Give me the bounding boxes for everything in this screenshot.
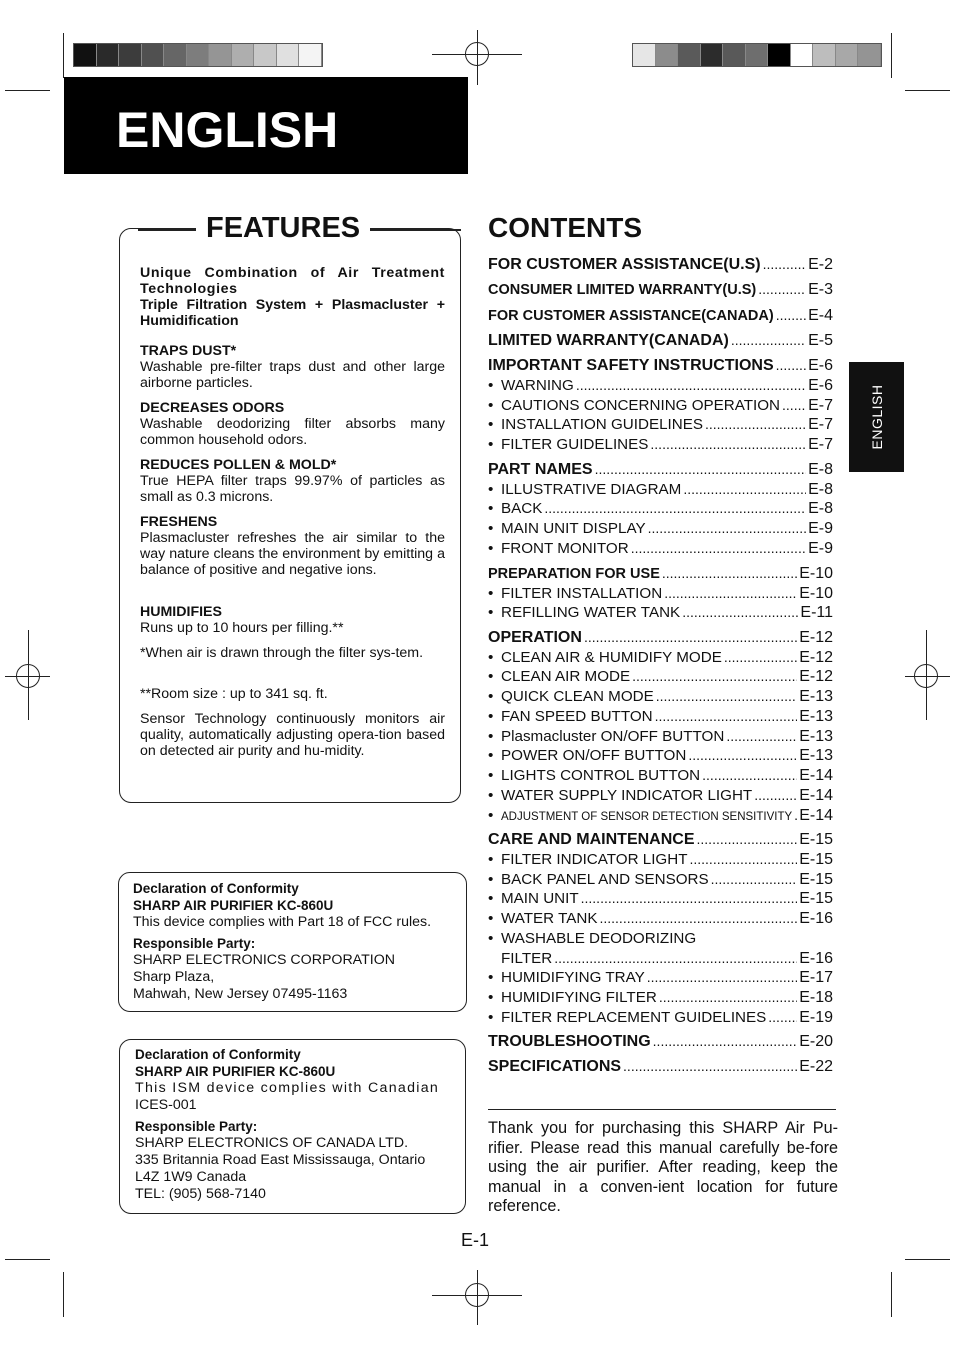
toc-page: E-6	[808, 357, 833, 374]
toc-leader-dots	[776, 307, 806, 324]
toc-entry	[488, 436, 833, 454]
toc-leader-dots	[599, 910, 797, 927]
toc-label: QUICK CLEAN MODE	[501, 688, 654, 705]
toc-entry	[488, 520, 833, 538]
toc-leader-dots	[664, 585, 797, 602]
toc-leader-dots	[655, 708, 798, 725]
toc-entry	[488, 950, 833, 968]
toc-entry	[488, 708, 833, 726]
toc-entry	[488, 377, 833, 395]
toc-page: E-3	[808, 281, 833, 298]
toc-leader-dots	[650, 436, 806, 453]
toc-label: BACK	[501, 500, 543, 517]
toc-label: FRONT MONITOR	[501, 540, 629, 557]
crop-mark	[5, 90, 50, 91]
color-swatch	[74, 44, 97, 66]
bullet-icon: •	[488, 1009, 494, 1026]
toc-label: POWER ON/OFF BUTTON	[501, 747, 687, 764]
feature-text: True HEPA filter traps 99.97% of particles as small as 0.3 microns.	[140, 473, 445, 505]
toc-label: WASHABLE DEODORIZING	[501, 930, 697, 947]
features-title: FEATURES	[196, 210, 370, 246]
declaration-statement: This device complies with Part 18 of FCC rules.	[133, 914, 432, 930]
toc-entry	[488, 629, 833, 647]
toc-label: ILLUSTRATIVE DIAGRAM	[501, 481, 682, 498]
feature-heading: TRAPS DUST*	[140, 343, 237, 359]
color-swatch	[633, 44, 656, 66]
bullet-icon: •	[488, 649, 494, 666]
toc-entry	[488, 831, 833, 849]
toc-label: CAUTIONS CONCERNING OPERATION	[501, 397, 781, 414]
toc-page: E-14	[799, 807, 833, 824]
toc-page: E-15	[799, 831, 833, 848]
toc-label: CONSUMER LIMITED WARRANTY(U.S)	[488, 282, 757, 298]
crop-mark	[63, 33, 64, 78]
toc-label: FOR CUSTOMER ASSISTANCE(CANADA)	[488, 308, 774, 324]
toc-leader-dots	[705, 416, 806, 433]
toc-entry	[488, 357, 833, 375]
toc-entry	[488, 969, 833, 987]
toc-leader-dots	[776, 357, 806, 375]
declaration-statement: ICES-001	[135, 1097, 197, 1113]
page-title: ENGLISH	[116, 102, 339, 158]
title-banner	[64, 77, 468, 174]
registration-line	[926, 630, 927, 720]
declaration-title: Declaration of Conformity	[133, 881, 299, 896]
responsible-party-line: L4Z 1W9 Canada	[135, 1169, 247, 1185]
bullet-icon: •	[488, 540, 494, 557]
responsible-party-line: Sharp Plaza,	[133, 969, 215, 985]
toc-leader-dots	[754, 787, 797, 804]
toc-leader-dots	[763, 256, 806, 274]
responsible-party-label: Responsible Party:	[135, 1119, 258, 1134]
color-swatch	[299, 44, 322, 66]
toc-entry	[488, 604, 833, 622]
features-intro-line: Unique Combination of Air Treatment Technologies	[140, 265, 445, 297]
color-swatch	[678, 44, 701, 66]
toc-label: FAN SPEED BUTTON	[501, 708, 653, 725]
registration-line	[905, 676, 950, 677]
toc-entry	[488, 481, 833, 499]
toc-page: E-7	[808, 397, 833, 414]
toc-entry	[488, 747, 833, 765]
responsible-party-line: Mahwah, New Jersey 07495-1163	[133, 986, 348, 1002]
feature-note: *When air is drawn through the filter sys-tem.	[140, 645, 424, 661]
toc-leader-dots	[554, 950, 797, 967]
toc-label: CLEAN AIR & HUMIDIFY MODE	[501, 649, 722, 666]
page-number: E-1	[461, 1230, 490, 1250]
toc-label: FOR CUSTOMER ASSISTANCE(U.S)	[488, 256, 761, 273]
color-swatch	[791, 44, 814, 66]
toc-label: REFILLING WATER TANK	[501, 604, 681, 621]
toc-entry	[488, 461, 833, 479]
bullet-icon: •	[488, 851, 494, 868]
toc-entry	[488, 565, 833, 583]
declaration-canada	[135, 1046, 463, 1203]
toc-entry	[488, 1009, 833, 1027]
toc-leader-dots	[726, 728, 797, 745]
toc-page: E-15	[799, 851, 833, 868]
bullet-icon: •	[488, 436, 494, 453]
feature-text: Washable pre-filter traps dust and other large airborne particles.	[140, 359, 445, 391]
toc-leader-dots	[689, 851, 797, 868]
toc-leader-dots	[794, 807, 797, 824]
toc-page: E-13	[799, 747, 833, 764]
feature-note: Sensor Technology continuously monitors air quality, automatically adjusting opera-tion based on detected air purity and hu-midity.	[140, 711, 445, 759]
toc-label: WATER TANK	[501, 910, 598, 927]
toc-entry	[488, 728, 833, 746]
toc-page: E-11	[800, 604, 833, 621]
responsible-party-line: TEL: (905) 568-7140	[135, 1186, 266, 1202]
toc-label: FILTER REPLACEMENT GUIDELINES	[501, 1009, 767, 1026]
bullet-icon: •	[488, 910, 494, 927]
crop-mark	[905, 90, 950, 91]
left-color-bar	[73, 43, 323, 67]
feature-item	[140, 457, 445, 505]
toc-page: E-16	[799, 910, 833, 927]
toc-label: WARNING	[501, 377, 574, 394]
toc-label: SPECIFICATIONS	[488, 1058, 622, 1075]
toc-page: E-15	[799, 890, 833, 907]
toc-leader-dots	[683, 481, 806, 498]
toc-page: E-7	[808, 436, 833, 453]
bullet-icon: •	[488, 728, 494, 745]
bullet-icon: •	[488, 604, 494, 621]
color-swatch	[164, 44, 187, 66]
toc-label: OPERATION	[488, 629, 582, 646]
crop-mark	[891, 33, 892, 78]
toc-page: E-7	[808, 416, 833, 433]
toc-leader-dots	[731, 332, 806, 350]
bullet-icon: •	[488, 688, 494, 705]
toc-page: E-2	[808, 256, 833, 273]
crop-mark	[891, 1272, 892, 1317]
features-rule	[367, 229, 461, 231]
bullet-icon: •	[488, 500, 494, 517]
toc-label: FILTER GUIDELINES	[501, 436, 649, 453]
bullet-icon: •	[488, 416, 494, 433]
bullet-icon: •	[488, 668, 494, 685]
bullet-icon: •	[488, 708, 494, 725]
toc-leader-dots	[662, 565, 797, 582]
feature-heading: DECREASES ODORS	[140, 400, 285, 416]
toc-page: E-18	[799, 989, 833, 1006]
color-swatch	[187, 44, 210, 66]
toc-leader-dots	[648, 520, 807, 537]
toc-page: E-12	[799, 649, 833, 666]
crop-mark	[63, 1272, 64, 1317]
features-rule	[138, 229, 198, 231]
toc-label: FILTER	[501, 950, 553, 967]
toc-page: E-13	[799, 708, 833, 725]
toc-entry	[488, 851, 833, 869]
toc-entry	[488, 930, 833, 947]
contents-title: CONTENTS	[488, 212, 642, 243]
feature-heading: FRESHENS	[140, 514, 218, 530]
toc-page: E-13	[799, 728, 833, 745]
responsible-party-line: 335 Britannia Road East Mississauga, Ontario	[135, 1152, 426, 1168]
toc-label: FILTER INDICATOR LIGHT	[501, 851, 688, 868]
registration-line	[28, 630, 29, 720]
feature-heading: REDUCES POLLEN & MOLD*	[140, 457, 337, 473]
toc-label: INSTALLATION GUIDELINES	[501, 416, 703, 433]
bullet-icon: •	[488, 930, 494, 947]
bullet-icon: •	[488, 871, 494, 888]
toc-leader-dots	[631, 540, 806, 557]
registration-line	[477, 30, 478, 85]
toc-entry	[488, 767, 833, 785]
toc-leader-dots	[711, 871, 798, 888]
toc-leader-dots	[584, 629, 797, 647]
declaration-title: Declaration of Conformity	[135, 1047, 301, 1062]
side-tab-label: ENGLISH	[868, 384, 885, 450]
color-swatch	[119, 44, 142, 66]
toc-leader-dots	[782, 397, 806, 414]
toc-leader-dots	[632, 668, 797, 685]
feature-text: Washable deodorizing filter absorbs many common household odors.	[140, 416, 445, 448]
toc-entry	[488, 332, 833, 350]
color-swatch	[723, 44, 746, 66]
toc-entry	[488, 807, 833, 825]
closing-paragraph: Thank you for purchasing this SHARP Air Pu-rifier. Please read this manual carefully be-fore using the air purifier. After reading, keep the manual in a conven-ient location for future reference.	[488, 1119, 838, 1216]
bullet-icon: •	[488, 989, 494, 1006]
toc-label: MAIN UNIT	[501, 890, 579, 907]
toc-label: CLEAN AIR MODE	[501, 668, 631, 685]
feature-note: **Room size : up to 341 sq. ft.	[140, 686, 328, 702]
toc-page: E-9	[808, 540, 833, 557]
toc-label: WATER SUPPLY INDICATOR LIGHT	[501, 787, 753, 804]
responsible-party-line: SHARP ELECTRONICS OF CANADA LTD.	[135, 1135, 409, 1151]
toc-label: LIMITED WARRANTY(CANADA)	[488, 332, 729, 349]
toc-page: E-12	[799, 668, 833, 685]
toc-page: E-10	[799, 565, 833, 582]
toc-page: E-15	[799, 871, 833, 888]
toc-label: BACK PANEL AND SENSORS	[501, 871, 709, 888]
toc-entry	[488, 787, 833, 805]
declaration-us	[133, 880, 463, 1003]
bullet-icon: •	[488, 969, 494, 986]
toc-page: E-4	[808, 307, 833, 324]
toc-leader-dots	[688, 747, 797, 764]
toc-entry	[488, 688, 833, 706]
toc-entry	[488, 989, 833, 1007]
toc-leader-dots	[544, 500, 806, 517]
toc-label: HUMIDIFYING TRAY	[501, 969, 645, 986]
toc-page: E-5	[808, 332, 833, 349]
toc-entry	[488, 1058, 833, 1076]
toc-entry	[488, 871, 833, 889]
bullet-icon: •	[488, 397, 494, 414]
toc-page: E-14	[799, 767, 833, 784]
toc-page: E-8	[808, 500, 833, 517]
toc-leader-dots	[656, 688, 797, 705]
toc-entry	[488, 890, 833, 908]
toc-leader-dots	[768, 1009, 797, 1026]
toc-entry	[488, 585, 833, 603]
crop-mark	[905, 1259, 950, 1260]
toc-entry	[488, 416, 833, 434]
toc-label: TROUBLESHOOTING	[488, 1033, 651, 1050]
closing-divider	[488, 1109, 836, 1110]
toc-page: E-20	[799, 1033, 833, 1050]
toc-label: IMPORTANT SAFETY INSTRUCTIONS	[488, 357, 774, 374]
color-swatch	[746, 44, 769, 66]
declaration-statement: This ISM device complies with Canadian	[135, 1080, 440, 1096]
color-swatch	[277, 44, 300, 66]
registration-line	[477, 1270, 478, 1325]
toc-page: E-10	[799, 585, 833, 602]
color-swatch	[142, 44, 165, 66]
toc-leader-dots	[595, 461, 807, 479]
toc-label: Plasmacluster ON/OFF BUTTON	[501, 728, 725, 745]
toc-label: MAIN UNIT DISPLAY	[501, 520, 646, 537]
toc-leader-dots	[647, 969, 797, 986]
toc-page: E-16	[799, 950, 833, 967]
toc-page: E-17	[799, 969, 833, 986]
toc-label: PREPARATION FOR USE	[488, 566, 660, 582]
feature-item	[140, 343, 445, 391]
color-swatch	[97, 44, 120, 66]
bullet-icon: •	[488, 377, 494, 394]
toc-leader-dots	[724, 649, 797, 666]
bullet-icon: •	[488, 767, 494, 784]
color-swatch	[813, 44, 836, 66]
toc-leader-dots	[682, 604, 798, 621]
color-swatch	[232, 44, 255, 66]
toc-page: E-13	[799, 688, 833, 705]
toc-leader-dots	[653, 1033, 798, 1051]
toc-entry	[488, 500, 833, 518]
toc-leader-dots	[697, 831, 798, 849]
toc-page: E-22	[799, 1058, 833, 1075]
toc-leader-dots	[581, 890, 798, 907]
toc-leader-dots	[758, 281, 806, 298]
toc-entry	[488, 256, 833, 274]
bullet-icon: •	[488, 481, 494, 498]
responsible-party-label: Responsible Party:	[133, 936, 256, 951]
feature-heading: HUMIDIFIES	[140, 604, 222, 620]
crop-mark	[5, 1259, 50, 1260]
toc-entry	[488, 281, 833, 299]
color-swatch	[254, 44, 277, 66]
toc-entry	[488, 1033, 833, 1051]
toc-page: E-8	[808, 481, 833, 498]
responsible-party-line: SHARP ELECTRONICS CORPORATION	[133, 952, 395, 968]
toc-label: ADJUSTMENT OF SENSOR DETECTION SENSITIVITY	[501, 811, 793, 823]
declaration-model: SHARP AIR PURIFIER KC-860U	[135, 1064, 336, 1079]
bullet-icon: •	[488, 520, 494, 537]
toc-leader-dots	[576, 377, 806, 394]
color-swatch	[768, 44, 791, 66]
toc-entry	[488, 397, 833, 415]
toc-page: E-6	[808, 377, 833, 394]
feature-item	[140, 400, 445, 448]
toc-leader-dots	[659, 989, 797, 1006]
toc-label: LIGHTS CONTROL BUTTON	[501, 767, 701, 784]
color-swatch	[701, 44, 724, 66]
declaration-model: SHARP AIR PURIFIER KC-860U	[133, 898, 334, 913]
toc-page: E-8	[808, 461, 833, 478]
toc-entry	[488, 307, 833, 325]
color-swatch	[858, 44, 881, 66]
toc-label: HUMIDIFYING FILTER	[501, 989, 657, 1006]
bullet-icon: •	[488, 787, 494, 804]
right-color-bar	[632, 43, 882, 67]
feature-text: Runs up to 10 hours per filling.**	[140, 620, 344, 636]
toc-leader-dots	[623, 1058, 797, 1076]
toc-label: FILTER INSTALLATION	[501, 585, 663, 602]
color-swatch	[656, 44, 679, 66]
toc-entry	[488, 910, 833, 928]
toc-label: CARE AND MAINTENANCE	[488, 831, 695, 848]
feature-item	[140, 514, 445, 578]
features-intro	[140, 265, 445, 329]
features-intro-line: Triple Filtration System + Plasmacluster + Humidification	[140, 297, 445, 329]
bullet-icon: •	[488, 807, 494, 824]
color-swatch	[836, 44, 859, 66]
toc-page: E-12	[799, 629, 833, 646]
bullet-icon: •	[488, 747, 494, 764]
bullet-icon: •	[488, 890, 494, 907]
toc-page: E-14	[799, 787, 833, 804]
toc-entry	[488, 668, 833, 686]
bullet-icon: •	[488, 585, 494, 602]
toc-leader-dots	[702, 767, 797, 784]
feature-text: Plasmacluster refreshes the air similar to the way nature cleans the environment by emitting a balance of positive and negative ions.	[140, 530, 445, 578]
toc-page: E-19	[799, 1009, 833, 1026]
language-side-tab	[849, 362, 904, 472]
toc-entry	[488, 540, 833, 558]
toc-entry	[488, 649, 833, 667]
toc-label: PART NAMES	[488, 461, 593, 478]
color-swatch	[209, 44, 232, 66]
feature-item	[140, 604, 445, 636]
toc-page: E-9	[808, 520, 833, 537]
